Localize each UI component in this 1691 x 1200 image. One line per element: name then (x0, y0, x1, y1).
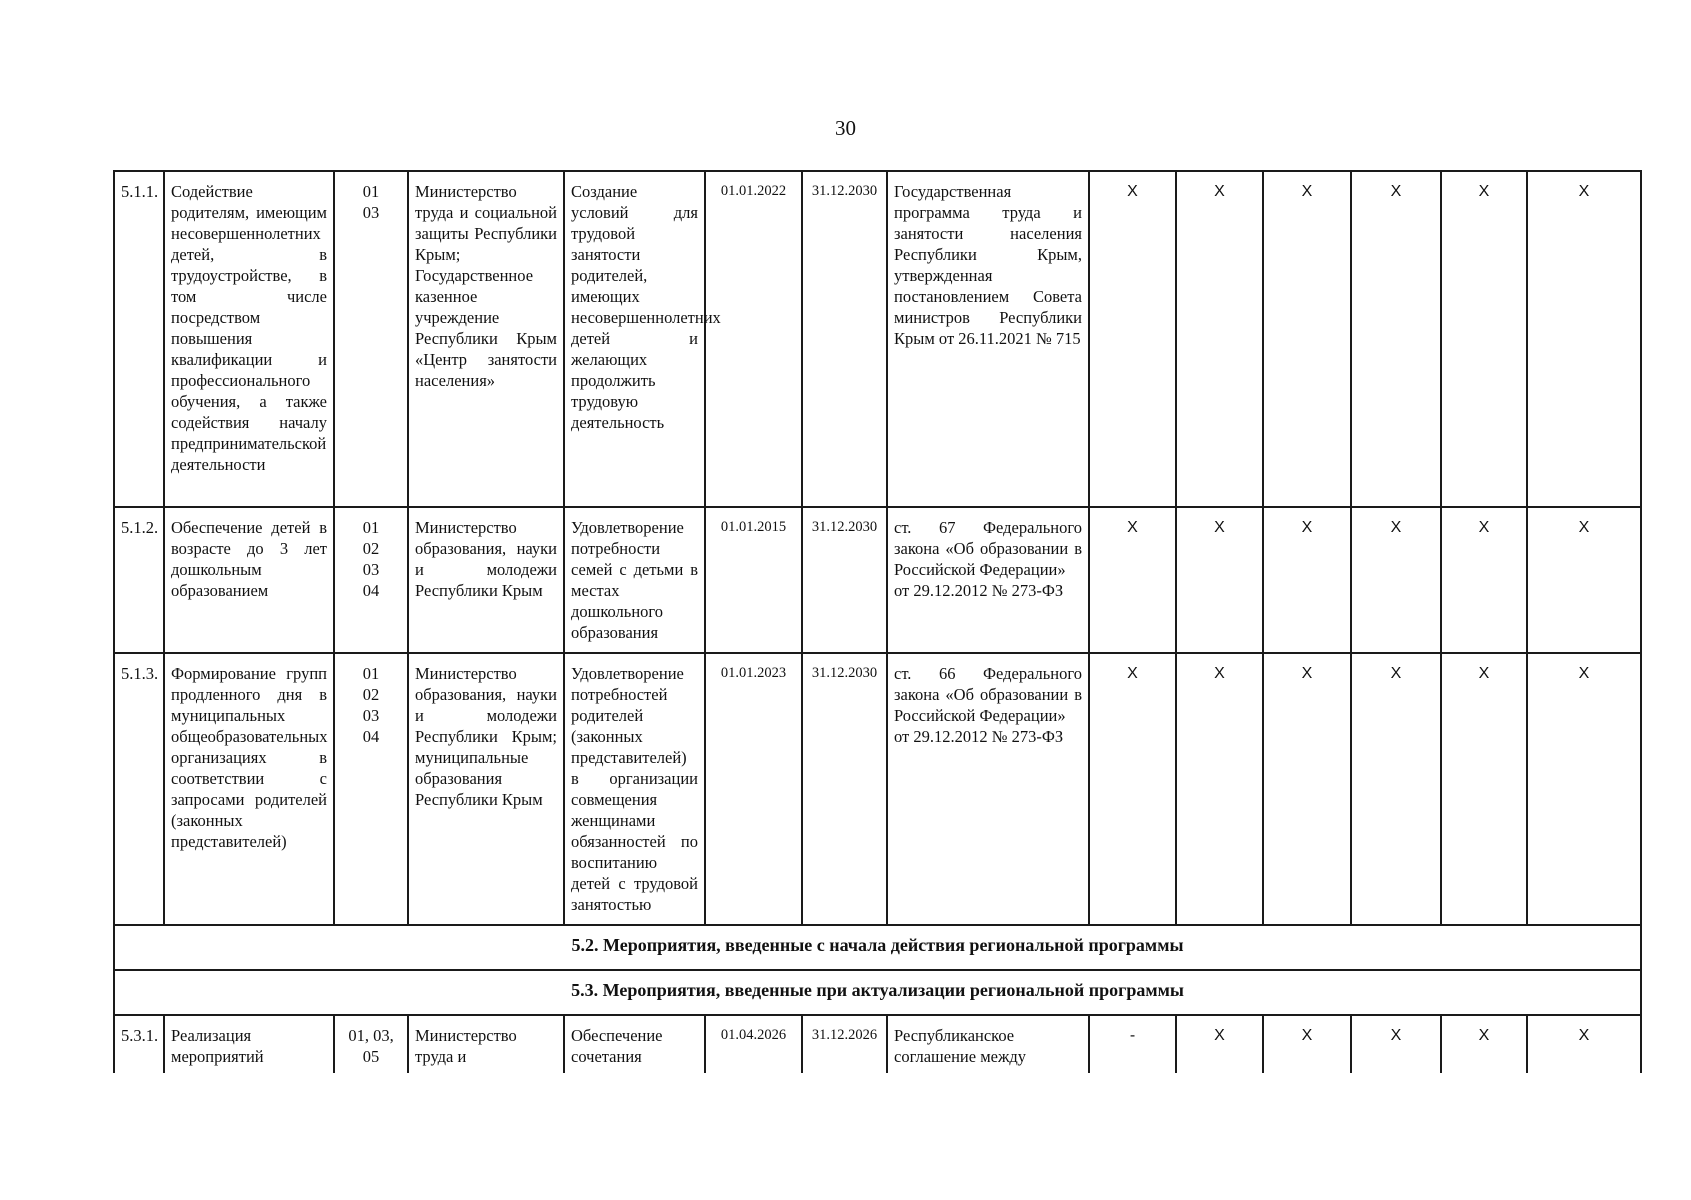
measure-codes: 01 03 (334, 171, 408, 507)
measure-number: 5.3.1. (114, 1015, 164, 1073)
mark-cell: X (1527, 1015, 1641, 1073)
mark-cell: X (1441, 1015, 1527, 1073)
mark-cell: X (1527, 171, 1641, 507)
measure-executor: Министерство труда и социальной защиты Республики Крым; Государственное казенное учреждение Республики Крым «Центр занятости населения» (408, 171, 564, 507)
measure-executor: Министерство образования, науки и молодежи Республики Крым (408, 507, 564, 653)
measure-executor: Министерство труда и (408, 1015, 564, 1073)
table-row (114, 1015, 1641, 1073)
mark-cell: X (1176, 1015, 1263, 1073)
measure-result: Удовлетворение потребности семей с детьми в местах дошкольного образования (564, 507, 705, 653)
end-date: 31.12.2030 (802, 171, 887, 507)
mark-cell: X (1263, 507, 1351, 653)
measure-name: Формирование групп продленного дня в муниципальных общеобразовательных организациях в соответствии с запросами родителей (законных представителей) (164, 653, 334, 925)
mark-cell: X (1089, 171, 1176, 507)
mark-cell: X (1176, 171, 1263, 507)
mark-cell: X (1351, 1015, 1441, 1073)
start-date: 01.04.2026 (705, 1015, 802, 1073)
mark-cell: X (1527, 653, 1641, 925)
mark-cell: X (1351, 653, 1441, 925)
measure-name: Реализация мероприятий (164, 1015, 334, 1073)
measure-name: Содействие родителям, имеющим несовершеннолетних детей, в трудоустройстве, в том числе посредством повышения квалификации и профессионального обучения, а также содействия началу предпринимательской деятельности (164, 171, 334, 507)
mark-cell: X (1089, 507, 1176, 653)
measure-number: 5.1.3. (114, 653, 164, 925)
section-row (114, 925, 1641, 970)
mark-cell: X (1089, 653, 1176, 925)
mark-cell: X (1351, 507, 1441, 653)
start-date: 01.01.2022 (705, 171, 802, 507)
mark-cell: X (1263, 171, 1351, 507)
mark-cell: - (1089, 1015, 1176, 1073)
mark-cell: X (1263, 653, 1351, 925)
measure-basis: Государственная программа труда и занятости населения Республики Крым, утвержденная постановлением Совета министров Республики Крым от 26.11.2021 № 715 (887, 171, 1089, 507)
measure-number: 5.1.2. (114, 507, 164, 653)
measure-executor: Министерство образования, науки и молодежи Республики Крым; муниципальные образования Республики Крым (408, 653, 564, 925)
section-heading-5-2: 5.2. Мероприятия, введенные с начала действия региональной программы (114, 925, 1641, 970)
mark-cell: X (1441, 507, 1527, 653)
measure-result: Создание условий для трудовой занятости родителей, имеющих несовершеннолетних детей и желающих продолжить трудовую деятельность (564, 171, 705, 507)
measure-number: 5.1.1. (114, 171, 164, 507)
mark-cell: X (1441, 653, 1527, 925)
mark-cell: X (1263, 1015, 1351, 1073)
start-date: 01.01.2023 (705, 653, 802, 925)
program-measures-table (113, 170, 1642, 1073)
table-row (114, 653, 1641, 925)
mark-cell: X (1176, 653, 1263, 925)
measure-result: Удовлетворение потребностей родителей (законных представителей) в организации совмещения женщинами обязанностей по воспитанию детей с трудовой занятостью (564, 653, 705, 925)
measure-result: Обеспечение сочетания (564, 1015, 705, 1073)
page-number: 30 (835, 116, 856, 140)
measure-basis: ст. 67 Федерального закона «Об образовании в Российской Федерации» от 29.12.2012 № 273-ФЗ (887, 507, 1089, 653)
end-date: 31.12.2030 (802, 653, 887, 925)
measure-codes: 01 02 03 04 (334, 653, 408, 925)
table-row (114, 507, 1641, 653)
end-date: 31.12.2030 (802, 507, 887, 653)
end-date: 31.12.2026 (802, 1015, 887, 1073)
measure-basis: ст. 66 Федерального закона «Об образовании в Российской Федерации» от 29.12.2012 № 273-ФЗ (887, 653, 1089, 925)
measure-basis: Республиканское соглашение между (887, 1015, 1089, 1073)
mark-cell: X (1441, 171, 1527, 507)
section-heading-5-3: 5.3. Мероприятия, введенные при актуализации региональной программы (114, 970, 1641, 1015)
section-row (114, 970, 1641, 1015)
mark-cell: X (1527, 507, 1641, 653)
mark-cell: X (1176, 507, 1263, 653)
measure-name: Обеспечение детей в возрасте до 3 лет дошкольным образованием (164, 507, 334, 653)
measure-codes: 01 02 03 04 (334, 507, 408, 653)
table-row (114, 171, 1641, 507)
measure-codes: 01, 03, 05 (334, 1015, 408, 1073)
start-date: 01.01.2015 (705, 507, 802, 653)
mark-cell: X (1351, 171, 1441, 507)
